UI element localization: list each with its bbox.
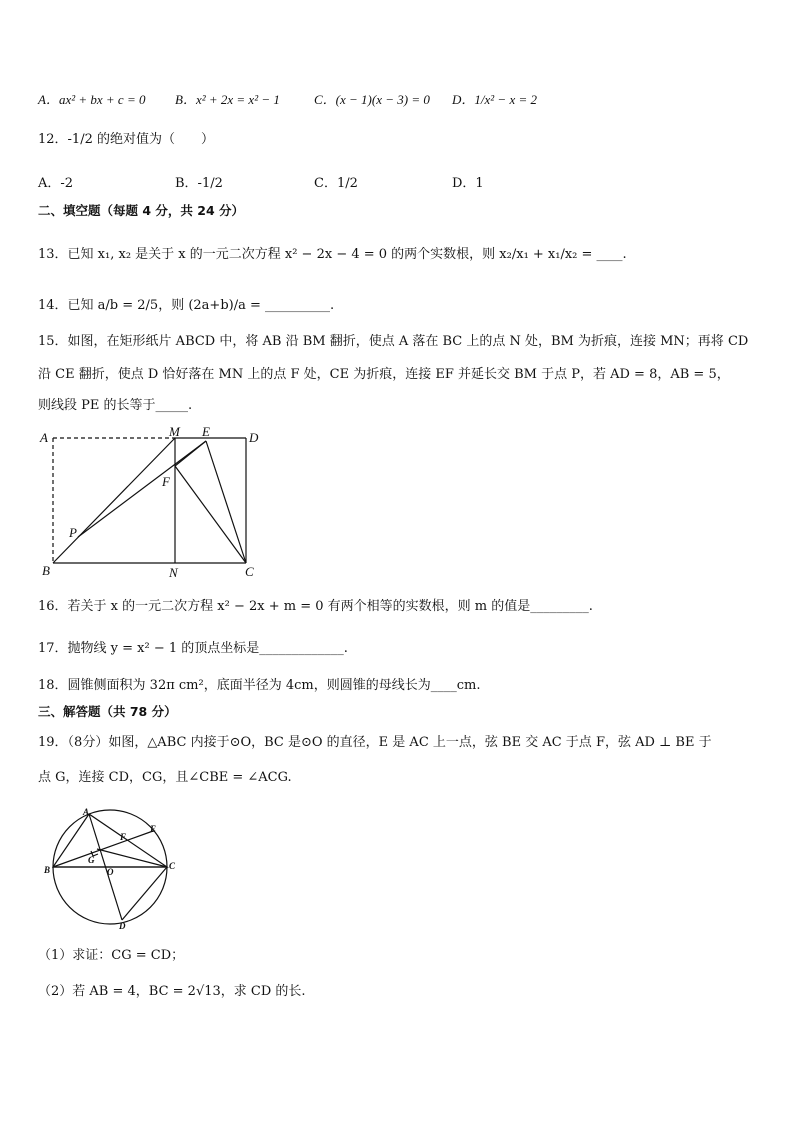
fig15-label-a: A — [40, 430, 48, 445]
q19-circle-figure — [40, 805, 180, 930]
q12-option-d: D．1 — [452, 176, 484, 191]
fig19-label-e: E — [150, 824, 157, 834]
q15-rectangle-fold-figure — [30, 420, 270, 585]
fig19-label-b: B — [44, 865, 51, 875]
q12-option-a: A．-2 — [38, 176, 74, 191]
q19-part-2: （2）若 AB = 4，BC = 2√13，求 CD 的长. — [38, 984, 306, 999]
fig15-label-e: E — [202, 424, 210, 439]
q14-text: 14．已知 a/b = 2/5，则 (2a+b)/a = __________. — [38, 298, 335, 313]
fig19-label-o: O — [107, 867, 114, 877]
q19-line-1: 19．（8分）如图，△ABC 内接于⊙O，BC 是⊙O 的直径，E 是 AC 上一点，弦 BE 交 AC 于点 F，弦 AD ⊥ BE 于 — [38, 735, 712, 750]
q11-option-c: C．(x − 1)(x − 3) = 0 — [314, 92, 430, 107]
fig15-label-f: F — [162, 474, 170, 489]
q12-option-b: B．-1/2 — [175, 176, 223, 191]
fig15-label-b: B — [42, 563, 50, 578]
section-fill-in-title: 二、填空题（每题 4 分，共 24 分） — [38, 203, 245, 218]
fig15-label-c: C — [245, 564, 254, 579]
fig15-label-p: P — [69, 525, 77, 540]
fig19-label-g: G — [88, 855, 95, 865]
fig15-label-d: D — [249, 430, 259, 445]
fig19-label-f: F — [120, 832, 127, 842]
fig19-label-c: C — [169, 861, 176, 871]
section-answer-title: 三、解答题（共 78 分） — [38, 704, 177, 719]
q11-option-d: D．1/x² − x = 2 — [452, 92, 537, 107]
fig19-label-a: A — [83, 807, 90, 817]
q12-option-c: C．1/2 — [314, 176, 358, 191]
q17-text: 17．抛物线 y = x² − 1 的顶点坐标是_____________. — [38, 641, 348, 656]
fig19-label-d: D — [119, 921, 126, 930]
q13-text: 13．已知 x₁, x₂ 是关于 x 的一元二次方程 x² − 2x − 4 = 0 的两个实数根，则 x₂/x₁ + x₁/x₂ = ____. — [38, 247, 627, 262]
q16-text: 16．若关于 x 的一元二次方程 x² − 2x + m = 0 有两个相等的实数根，则 m 的值是_________. — [38, 599, 593, 614]
q11-option-b: B．x² + 2x = x² − 1 — [175, 92, 280, 107]
q15-line-1: 15．如图，在矩形纸片 ABCD 中，将 AB 沿 BM 翻折，使点 A 落在 BC 上的点 N 处，BM 为折痕，连接 MN；再将 CD — [38, 334, 749, 349]
q15-line-2: 沿 CE 翻折，使点 D 恰好落在 MN 上的点 F 处，CE 为折痕，连接 EF 并延长交 BM 于点 P，若 AD = 8，AB = 5， — [38, 367, 730, 382]
q18-text: 18．圆锥侧面积为 32π cm²，底面半径为 4cm，则圆锥的母线长为____cm. — [38, 678, 481, 693]
q11-option-a: A．ax² + bx + c = 0 — [38, 92, 146, 107]
fig15-label-m: M — [169, 424, 180, 439]
fig15-label-n: N — [169, 565, 178, 580]
q19-line-2: 点 G，连接 CD，CG，且∠CBE = ∠ACG. — [38, 770, 292, 785]
q12-stem: 12．-1/2 的绝对值为（ ） — [38, 132, 214, 147]
q19-part-1: （1）求证：CG = CD； — [38, 948, 185, 963]
q15-line-3: 则线段 PE 的长等于_____. — [38, 398, 193, 413]
